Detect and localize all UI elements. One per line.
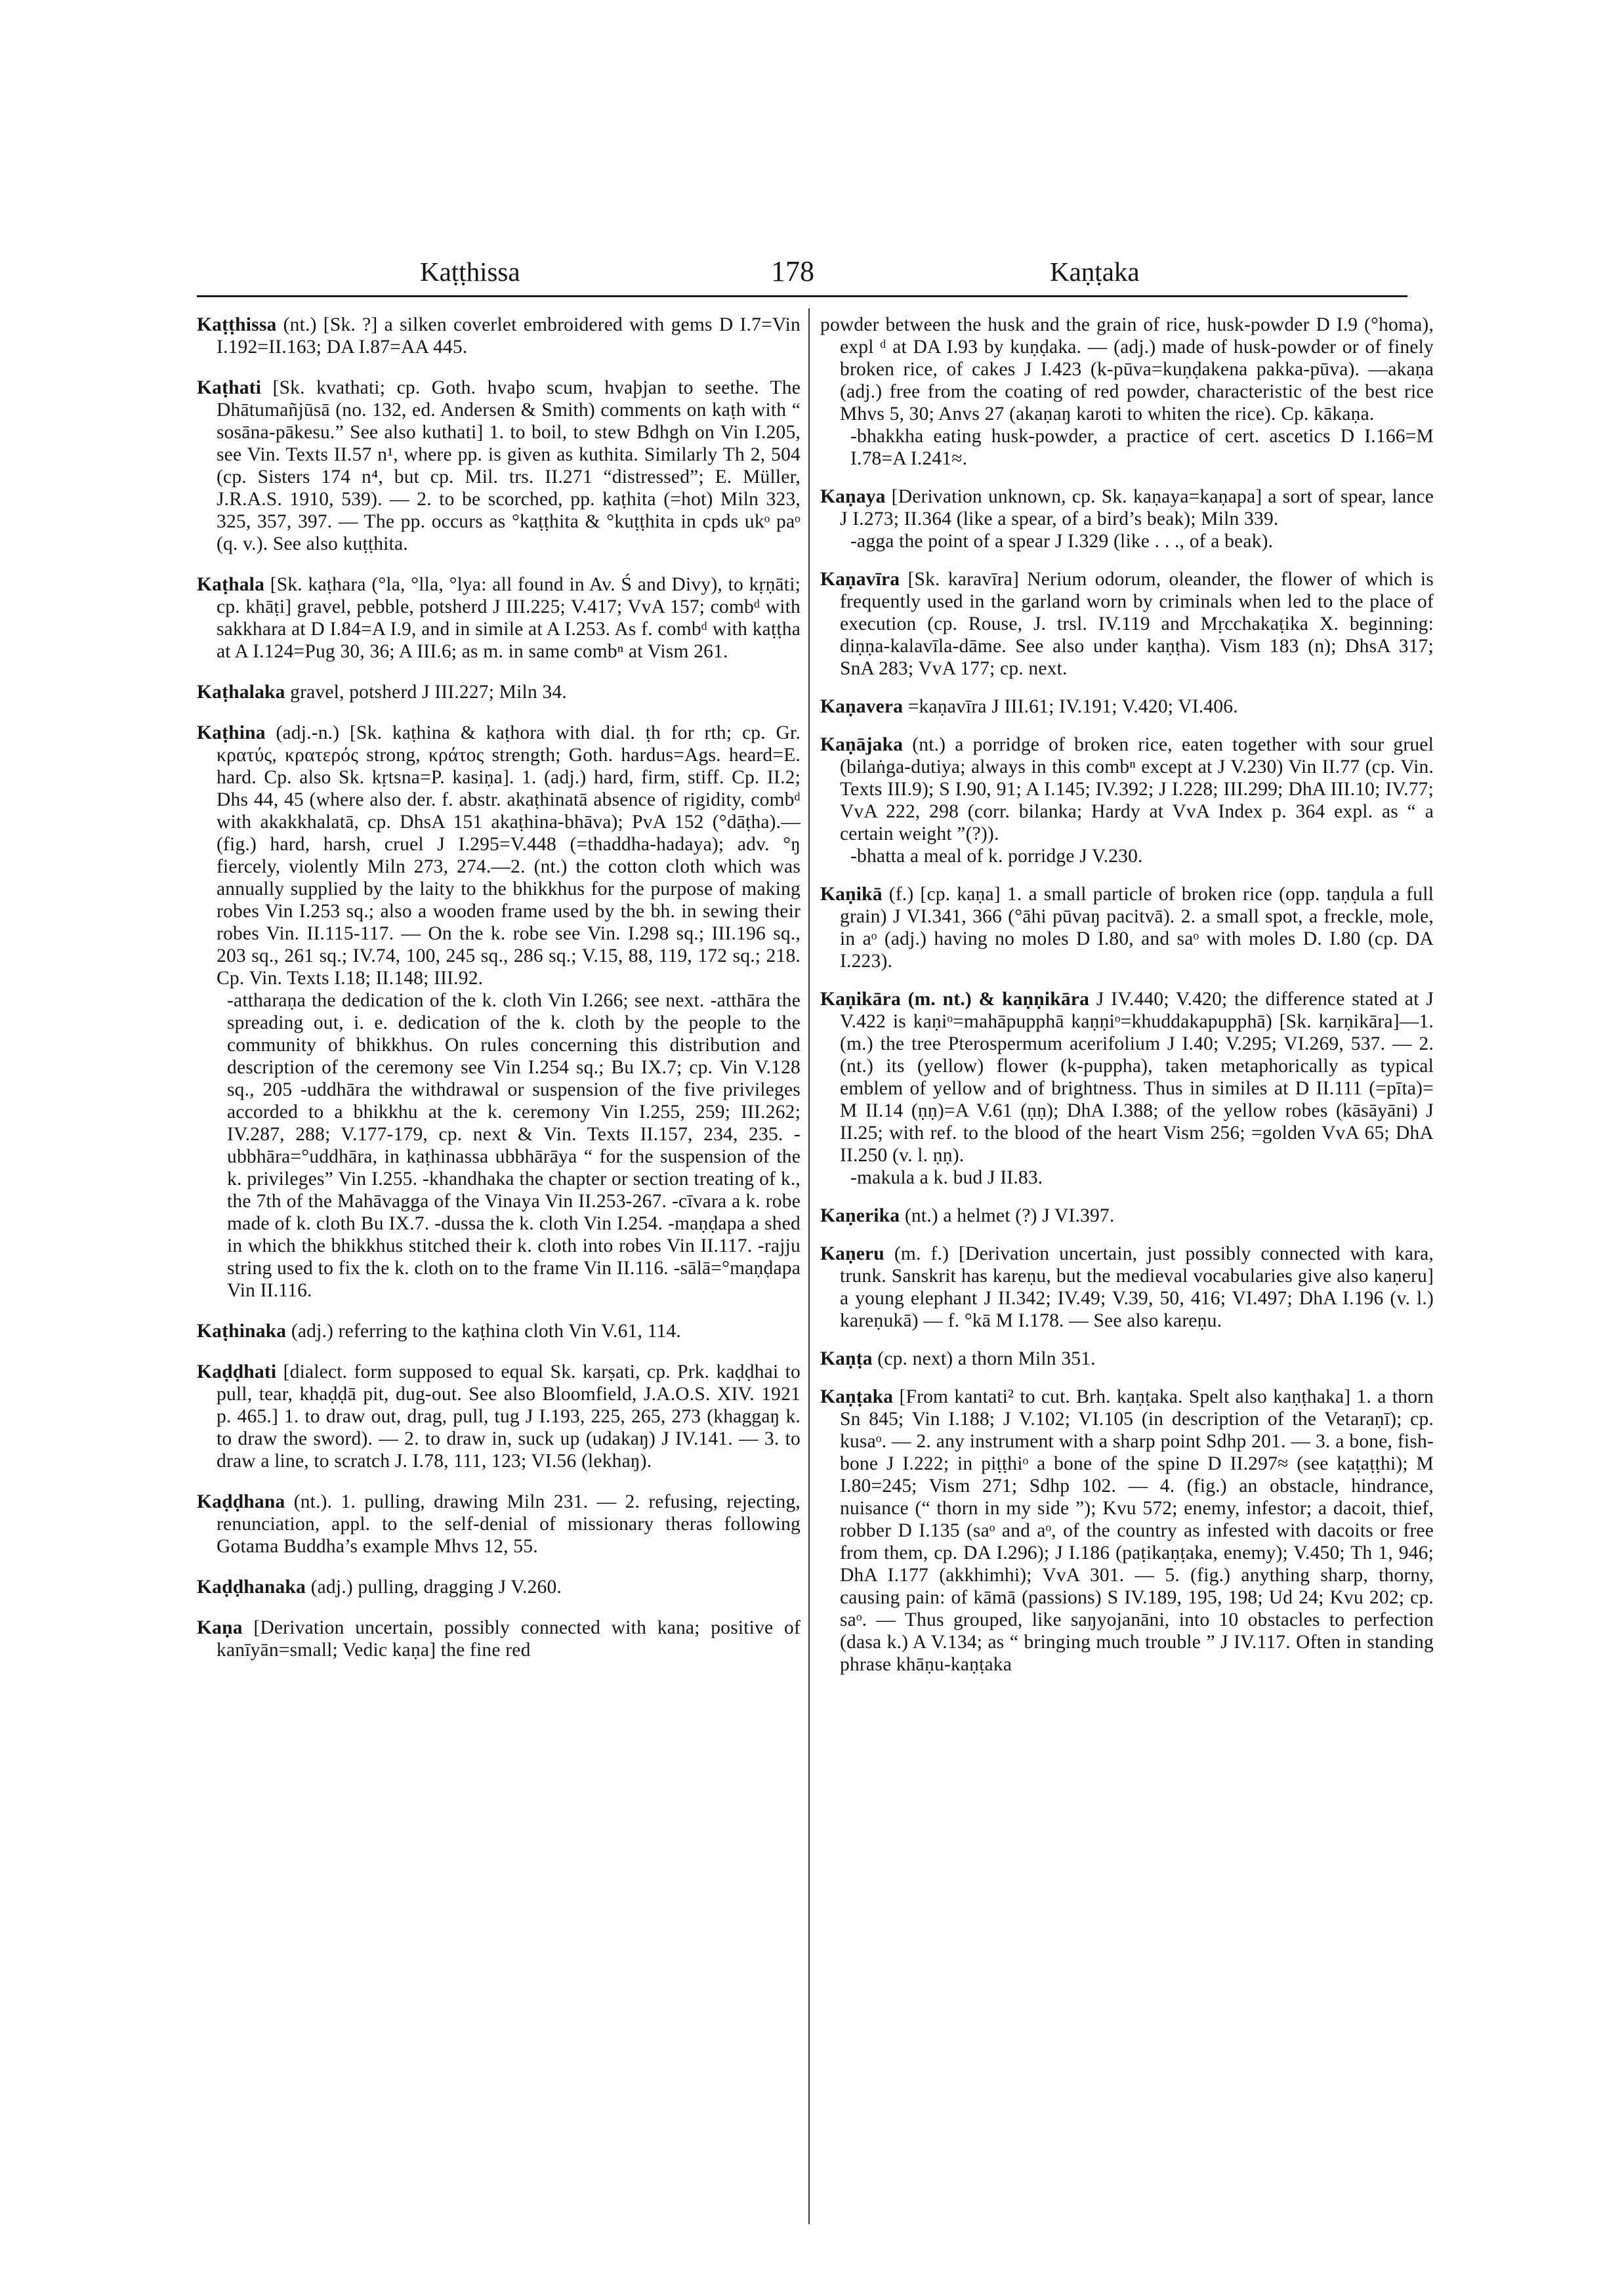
entry-headword: Kaḍḍhana — [197, 1491, 285, 1512]
dictionary-entry — [820, 568, 1434, 680]
header-right-word: Kaṇṭaka — [1050, 257, 1140, 287]
entry-definition: [Derivation uncertain, possibly connected with kana; positive of kanīyān=small; Vedic kaṇa] the fine red — [217, 1617, 801, 1661]
entry-headword: Kaṇaya — [820, 486, 886, 507]
left-column — [197, 314, 801, 1680]
dictionary-entry — [820, 1348, 1434, 1370]
column-divider — [808, 308, 810, 2224]
right-column — [820, 314, 1434, 1691]
entry-definition: [Sk. kvathati; cp. Goth. hvaþo scum, hvaþjan to seethe. The Dhātumañjūsā (no. 132, ed. Andersen & Smith) comments on kaṭh with “ sosāna-pākesu.” See also kuthati] 1. to boil, to stew Bdhgh on Vin I.205, see Vin. Texts II.57 n¹, where pp. is given as kuthita. Similarly Th 2, 504 (cp. Sisters 174 n⁴, but cp. Mil. trs. II.271 “distressed”; E. Müller, J.R.A.S. 1910, 539). — 2. to be scorched, pp. kaṭhita (=hot) Miln 323, 325, 357, 397. — The pp. occurs as °kaṭṭhita & °kuṭṭhita in cpds ukᵒ paᵒ (q. v.). See also kuṭṭhita. — [217, 377, 801, 554]
entry-compound: -bhakkha eating husk-powder, a practice of cert. ascetics D I.166=M I.78=A I.241≈. — [850, 426, 1434, 469]
header-left-word: Kaṭṭhissa — [420, 257, 520, 287]
dictionary-entry — [820, 988, 1434, 1189]
entry-definition: gravel, potsherd J III.227; Miln 34. — [290, 682, 567, 703]
entry-definition: (m. f.) [Derivation uncertain, just possibly connected with kara, trunk. Sanskrit has kareṇu, but the medieval vocabularies give also kaṇeru] a young elephant J II.342; IV.49; V.39, 50, 416; VI.497; DhA I.196 (v. l.) kareṇukā) — f. °kā M I.178. — See also kareṇu. — [840, 1243, 1434, 1331]
entry-headword: Kaṇerika — [820, 1205, 900, 1226]
entry-compound: -makula a k. bud J II.83. — [850, 1167, 1043, 1188]
dictionary-entry — [820, 695, 1434, 718]
dictionary-entry — [820, 1243, 1434, 1332]
entry-definition: (nt.) [Sk. ?] a silken coverlet embroidered with gems D I.7=Vin I.192=II.163; DA I.87=AA 445. — [217, 314, 801, 358]
entry-headword: Kaṇṭaka — [820, 1386, 894, 1407]
entry-definition: (nt.) a porridge of broken rice, eaten together with sour gruel (bilaṅga-dutiya; always in this combⁿ except at J V.230) Vin II.77 (cp. Vin. Texts III.9); S I.90, 91; A I.145; IV.392; J I.228; III.299; DhA III.10; IV.77; VvA 222, 298 (corr. bilanka; Hardy at VvA Index p. 364 expl. as “ a certain weight ”(?)). — [840, 734, 1434, 844]
entry-headword: Kaṇavera — [820, 696, 904, 717]
dictionary-entry — [197, 1491, 801, 1558]
dictionary-entry — [197, 377, 801, 555]
entry-headword: Kaṇavīra — [820, 569, 900, 590]
running-header — [197, 255, 1407, 297]
dictionary-entry — [820, 734, 1434, 867]
entry-definition: (adj.) pulling, dragging J V.260. — [310, 1577, 562, 1598]
entry-compound: -bhatta a meal of k. porridge J V.230. — [850, 846, 1143, 867]
dictionary-entry — [197, 1361, 801, 1472]
dictionary-entry — [820, 1205, 1434, 1227]
entry-compound: -agga the point of a spear J I.329 (like . . ., of a beak). — [850, 531, 1274, 552]
entry-compound: -attharaṇa the dedication of the k. cloth Vin I.266; see next. -atthāra the spreading out, i. e. dedication of the k. cloth by the people to the community of bhikkhus. On rules concerning this distribution and description of the ceremony see Vin I.254 sq.; Bu IX.7; cp. Vin V.128 sq., 205 -uddhāra the withdrawal or suspension of the five privileges accorded to a bhikkhu at the k. ceremony Vin I.255, 259; III.262; IV.287, 288; V.177-179, cp. next & Vin. Texts II.157, 234, 235. -ubbhāra=°uddhāra, in kaṭhinassa ubbhārāya “ for the suspension of the k. privileges” Vin I.255. -khandhaka the chapter or section treating of k., the 7th of the Mahāvagga of the Vinaya Vin II.253-267. -cīvara a k. robe made of k. cloth Bu IX.7. -dussa the k. cloth Vin I.254. -maṇḍapa a shed in which the bhikkhus stitched their k. cloth into robes Vin II.117. -rajju string used to fix the k. cloth on to the frame Vin II.116. -sālā=°maṇḍapa Vin II.116. — [227, 990, 801, 1301]
dictionary-entry — [197, 1576, 801, 1598]
dictionary-entry — [197, 573, 801, 663]
entry-headword: Kaṭhinaka — [197, 1321, 287, 1342]
entry-headword: Kaṇṭa — [820, 1348, 873, 1369]
entry-headword: Kaṇa — [197, 1617, 243, 1638]
entry-definition: [Derivation unknown, cp. Sk. kaṇaya=kaṇapa] a sort of spear, lance J I.273; II.364 (like a spear, of a bird’s beak); Miln 339. — [840, 486, 1434, 529]
dictionary-entry — [820, 314, 1434, 470]
dictionary-entry — [197, 314, 801, 358]
entry-definition: (adj.) referring to the kaṭhina cloth Vin V.61, 114. — [291, 1321, 681, 1342]
entry-definition: (cp. next) a thorn Miln 351. — [877, 1348, 1096, 1369]
page-number: 178 — [771, 255, 814, 287]
entry-definition: powder between the husk and the grain of rice, husk-powder D I.9 (°homa), expl ᵈ at DA I.93 by kuṇḍaka. — (adj.) made of husk-powder or of finely broken rice, of cakes J I.423 (k-pūva=kuṇḍakena pakka-pūva). —akaṇa (adj.) free from the coating of red powder, characteristic of the best rice Mhvs 5, 30; Anvs 27 (akaṇaŋ karoti to whiten the rice). Cp. kākaṇa. — [820, 314, 1434, 424]
entry-headword: Kaṭhina — [197, 722, 266, 743]
entry-definition: =kaṇavīra J III.61; IV.191; V.420; VI.406. — [907, 696, 1238, 717]
dictionary-entry — [197, 722, 801, 1302]
dictionary-entry — [820, 486, 1434, 552]
entry-headword: Kaṇikā — [820, 884, 883, 905]
entry-definition: [From kantati² to cut. Brh. kaṇṭaka. Spelt also kaṇṭhaka] 1. a thorn Sn 845; Vin I.188; J V.102; VI.105 (in description of the Vetaraṇī); cp. kusaᵒ. — 2. any instrument with a sharp point Sdhp 201. — 3. a bone, fish-bone J I.222; in piṭṭhiᵒ a bone of the spine D II.297≈ (see kaṭaṭṭhi); M I.80=245; Vism 271; Sdhp 102. — 4. (fig.) an obstacle, hindrance, nuisance (“ thorn in my side ”); Kvu 572; enemy, infestor; a dacoit, thief, robber D I.135 (saᵒ and aᵒ, of the country as infested with dacoits or free from them, cp. DA I.296); J I.186 (paṭikaṇṭaka, enemy); V.450; Th 1, 946; DhA I.177 (akkhimhi); VvA 301. — 5. (fig.) anything sharp, thorny, causing pain: of kāmā (passions) S IV.189, 195, 198; Ud 24; Kvu 202; cp. saᵒ. — Thus grouped, like saŋyojanāni, into 10 obstacles to perfection (dasa k.) A V.134; as “ bringing much trouble ” J IV.117. Often in standing phrase khāṇu-kaṇṭaka — [840, 1386, 1434, 1675]
entry-definition: [Sk. kaṭhara (°la, °lla, °lya: all found in Av. Ś and Divy), to kṛṇāti; cp. khāṭi] gravel, pebble, potsherd J III.225; V.417; VvA 157; combᵈ with sakkhara at D I.84=A I.9, and in simile at A I.253. As f. combᵈ with kaṭṭha at A I.124=Pug 30, 36; A III.6; as m. in same combⁿ at Vism 261. — [217, 574, 801, 662]
entry-definition: [Sk. karavīra] Nerium odorum, oleander, the flower of which is frequently used in the garland worn by criminals when led to the place of execution (cp. Rouse, J. trsl. IV.119 and Mṛcchakaṭika X. beginning: diṇṇa-kalavīla-dāme. See also under kaṇṭha). Vism 183 (n); DhsA 317; SnA 283; VvA 177; cp. next. — [840, 569, 1434, 679]
dictionary-entry — [197, 1617, 801, 1661]
entry-headword: Kaḍḍhanaka — [197, 1577, 306, 1598]
dictionary-entry — [820, 883, 1434, 972]
entry-definition: (adj.-n.) [Sk. kaṭhina & kaṭhora with dial. ṭh for rth; cp. Gr. κρατύς, κρατερός strong, κράτος strength; Goth. hardus=Ags. heard=E. hard. Cp. also Sk. kṛtsna=P. kasiṇa]. 1. (adj.) hard, firm, stiff. Cp. II.2; Dhs 44, 45 (where also der. f. abstr. akaṭhinatā absence of rigidity, combᵈ with akakkhalatā, cp. DhsA 151 akaṭhina-bhāva); PvA 152 (°dāṭha).—(fig.) hard, harsh, cruel J I.295=V.448 (=thaddha-hadaya); adv. °ŋ fiercely, violently Miln 273, 274.—2. (nt.) the cotton cloth which was annually supplied by the laity to the bhikkhus for the purpose of making robes Vin I.253 sq.; also a wooden frame used by the bh. in sewing their robes Vin. II.115-117. — On the k. robe see Vin. I.298 sq.; III.196 sq., 203 sq., 261 sq.; IV.74, 100, 245 sq., 286 sq.; V.15, 88, 119, 172 sq.; 218. Cp. Vin. Texts I.18; II.148; III.92. — [217, 722, 801, 989]
entry-headword: Kaṇikāra (m. nt.) & kaṇṇikāra — [820, 989, 1090, 1010]
entry-definition: [dialect. form supposed to equal Sk. karṣati, cp. Prk. kaḍḍhai to pull, tear, khaḍḍā pit, dug-out. See also Bloomfield, J.A.O.S. XIV. 1921 p. 465.] 1. to draw out, drag, pull, tug J I.193, 225, 265, 273 (khaggaŋ k. to draw the sword). — 2. to draw in, suck up (udakaŋ) J IV.141. — 3. to draw a line, to scratch J. I.78, 111, 123; VI.56 (lekhaŋ). — [217, 1361, 801, 1472]
entry-headword: Kaṭhati — [197, 377, 262, 398]
entry-headword: Kaṭṭhissa — [197, 314, 277, 335]
entry-definition: J IV.440; V.420; the difference stated at J V.422 is kaṇiᵒ=mahāpupphā kaṇṇiᵒ=khuddakapupphā) [Sk. karṇikāra]—1. (m.) the tree Pterospermum acerifolium J I.40; V.295; VI.269, 537. — 2. (nt.) its (yellow) flower (k-puppha), taken metaphorically as typical emblem of yellow and of brightness. Thus in similes at D II.111 (=pīta)= M II.14 (ṇṇ)=A V.61 (ṇṇ); DhA I.388; of the yellow robes (kāsāyāni) J II.25; with ref. to the blood of the heart Vism 256; =golden VvA 65; DhA II.250 (v. l. ṇṇ). — [840, 989, 1434, 1166]
entry-headword: Kaṭhala — [197, 574, 265, 595]
entry-headword: Kaṭhalaka — [197, 682, 285, 703]
entry-headword: Kaṇājaka — [820, 734, 904, 755]
dictionary-entry — [197, 681, 801, 703]
dictionary-entry — [197, 1320, 801, 1342]
entry-definition: (f.) [cp. kaṇa] 1. a small particle of broken rice (opp. taṇḍula a full grain) J VI.341, 366 (°āhi pūvaŋ pacitvā). 2. a small spot, a freckle, mole, in aᵒ (adj.) having no moles D I.80, and saᵒ with moles D. I.80 (cp. DA I.223). — [840, 884, 1434, 972]
dictionary-entry — [820, 1386, 1434, 1676]
entry-headword: Kaḍḍhati — [197, 1361, 277, 1382]
entry-definition: (nt.) a helmet (?) J VI.397. — [904, 1205, 1115, 1226]
entry-headword: Kaṇeru — [820, 1243, 885, 1264]
entry-definition: (nt.). 1. pulling, drawing Miln 231. — 2. refusing, rejecting, renunciation, appl. to the self-denial of missionary theras following Gotama Buddha’s example Mhvs 12, 55. — [217, 1491, 801, 1557]
